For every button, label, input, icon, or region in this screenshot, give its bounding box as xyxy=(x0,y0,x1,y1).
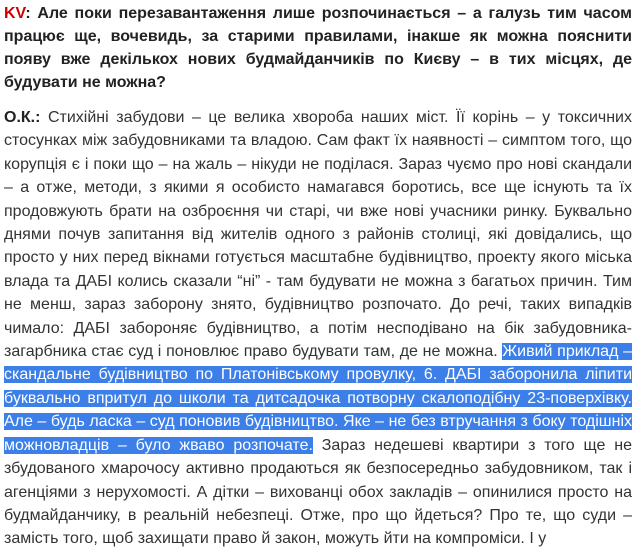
answer-speaker: О.К.: xyxy=(4,109,41,126)
question-text: Але поки перезавантаження лише розпочинається – а галузь тим часом працює ще, вочевидь, за старими правилами, інакше як можна пояснити появу вже декількох нових будмайданчиків по Києву – в тих місцях, де будувати не можна? xyxy=(4,5,632,91)
question-colon: : xyxy=(25,5,31,22)
question-speaker: KV xyxy=(4,5,26,22)
answer-text-before: Стихійні забудови – це велика хвороба наших міст. Її корінь – у токсичних стосунках між забудовниками та владою. Сам факт їх наявності – симптом того, що корупція є і поки що – на жаль – нікуди не поділася. Зараз чуємо про нові скандали – а отже, методи, з якими я особисто намагався боротись, все ще існують та їх продовжують брати на озброєння чи старі, чи вже нові учасники ринку. Буквально днями почув запитання від жителів одного з районів столиці, які довідались, що просто у них перед вікнами готується масштабне будівництво, проекту якого міська влада та ДАБІ колись сказали “ні” - там будувати не можна з багатьох причин. Тим не менш, зараз заборону знято, будівництво розпочато. До речі, таких випадків чимало: ДАБІ забороняє будівництво, а потім несподівано на бік забудовника-загарбника стає суд і поновлює право будувати там, де не можна. xyxy=(4,109,632,361)
selected-text-highlight[interactable]: Живий приклад – скандальне будівництво по Платонівському провулку, 6. ДАБІ заборонила ліпити буквально впритул до школи та дитсадочка потворну скалоподібну 23-поверхівку. Але – будь ласка – суд поновив будівництво. Яке – не без втручання з боку тодішніх можновладців – було жваво розпочате. xyxy=(4,343,633,454)
answer-text-after: Зараз недешеві квартири з того ще не збудованого хмарочосу активно продаються як безпосередньо забудовником, так і агенціями з нерухомості. А дітки – вихованці обох закладів – опинилися просто на будмайданчику, в реальній небезпеці. Отже, про що йдеться? Про те, що суди – замість того, щоб захищати право й закон, можуть йти на компроміси. І у xyxy=(4,436,633,548)
interview-question xyxy=(4,2,632,94)
interview-answer xyxy=(4,106,632,551)
